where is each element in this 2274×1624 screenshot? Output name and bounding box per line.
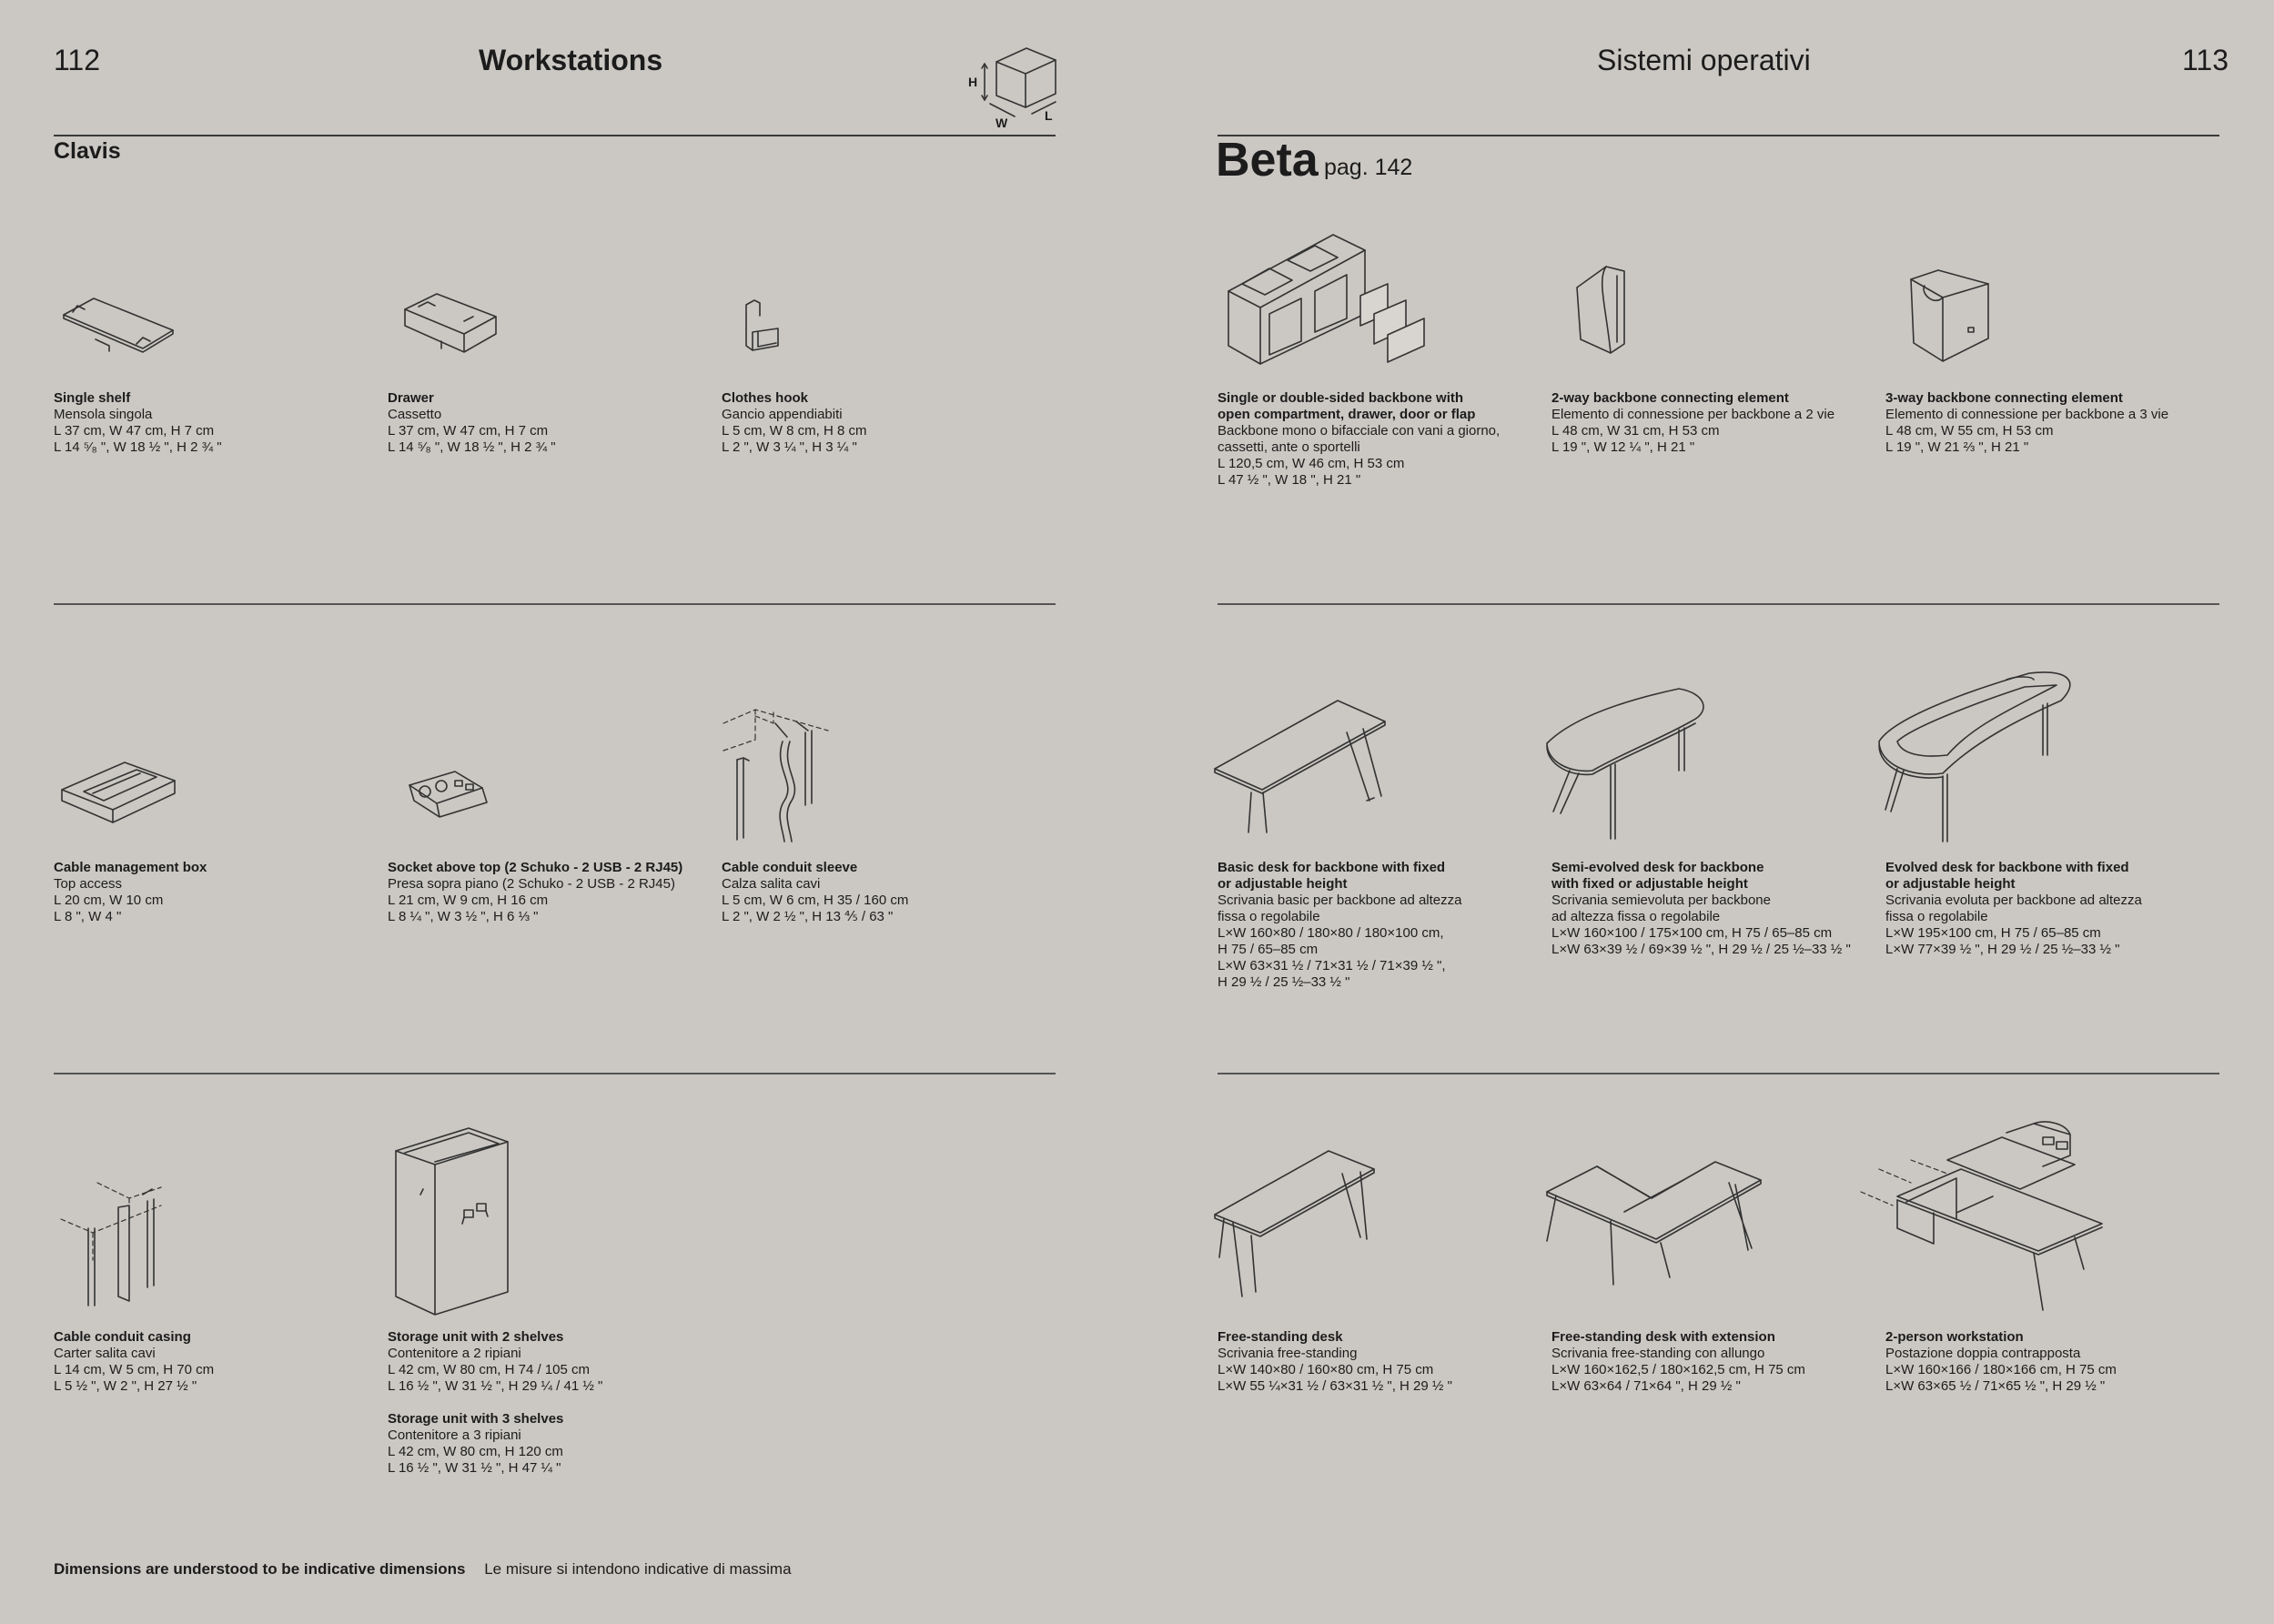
item-line: Backbone mono o bifacciale con vani a giorno,: [1218, 423, 1501, 439]
backbone-drawing: [1224, 227, 1433, 373]
item-line: L×W 160×80 / 180×80 / 180×100 cm,: [1218, 925, 1444, 941]
footer-note-english: Dimensions are understood to be indicative dimensions: [54, 1560, 466, 1578]
item-line: L 14 ⁵⁄₈ ", W 18 ½ ", H 2 ¾ ": [54, 439, 222, 455]
row-divider: [54, 1073, 1056, 1074]
basic-desk-drawing: [1210, 696, 1392, 842]
semi-evolved-desk-item: [1551, 860, 1879, 958]
item-name: open compartment, drawer, door or flap: [1218, 407, 1476, 422]
cable-conduit-sleeve-drawing: [719, 705, 837, 846]
item-line: Cassetto: [388, 407, 442, 422]
row-divider: [54, 603, 1056, 605]
item-line: Mensola singola: [54, 407, 153, 422]
item-line: L 2 ", W 3 ¼ ", H 3 ¼ ": [722, 439, 857, 455]
row-divider: [1218, 1073, 2219, 1074]
item-line: L×W 63×64 / 71×64 ", H 29 ½ ": [1551, 1378, 1741, 1394]
item-name: Cable conduit sleeve: [722, 860, 858, 875]
clothes-hook-drawing: [742, 296, 792, 355]
item-name: 2-way backbone connecting element: [1551, 390, 1789, 406]
evolved-desk-drawing: [1875, 669, 2084, 846]
single-shelf-drawing: [59, 289, 177, 358]
item-line: L×W 160×162,5 / 180×162,5 cm, H 75 cm: [1551, 1362, 1805, 1377]
item-line: Scrivania semievoluta per backbone: [1551, 893, 1771, 908]
item-line: L×W 77×39 ½ ", H 29 ½ / 25 ½–33 ½ ": [1885, 942, 2120, 957]
footer-note: [54, 1560, 792, 1579]
item-line: L 5 cm, W 8 cm, H 8 cm: [722, 423, 867, 439]
item-name: Evolved desk for backbone with fixed: [1885, 860, 2129, 875]
right-header-title: Sistemi operativi: [1597, 44, 1811, 76]
item-line: Elemento di connessione per backbone a 2 vie: [1551, 407, 1835, 422]
dim-h-label: H: [968, 75, 978, 89]
item-line: L 14 ⁵⁄₈ ", W 18 ½ ", H 2 ¾ ": [388, 439, 556, 455]
item-name: 3-way backbone connecting element: [1885, 390, 2123, 406]
item-line: fissa o regolabile: [1218, 909, 1320, 924]
storage-unit-item: [388, 1329, 697, 1477]
item-line: cassetti, ante o sportelli: [1218, 439, 1360, 455]
single-shelf-item: [54, 390, 363, 456]
item-line: Carter salita cavi: [54, 1346, 156, 1361]
item-line: L×W 63×31 ½ / 71×31 ½ / 71×39 ½ ",: [1218, 958, 1446, 973]
item-line: L 14 cm, W 5 cm, H 70 cm: [54, 1362, 215, 1377]
item-line: L×W 55 ¼×31 ½ / 63×31 ½ ", H 29 ½ ": [1218, 1378, 1452, 1394]
cable-conduit-sleeve-item: [722, 860, 1031, 925]
two-way-connector-drawing: [1570, 262, 1633, 358]
item-line: Top access: [54, 876, 123, 892]
item-line: Gancio appendiabiti: [722, 407, 843, 422]
item-line: L×W 160×100 / 175×100 cm, H 75 / 65–85 cm: [1551, 925, 1833, 941]
item-line: L×W 160×166 / 180×166 cm, H 75 cm: [1885, 1362, 2117, 1377]
dim-l-label: L: [1045, 108, 1053, 123]
item-line: L 20 cm, W 10 cm: [54, 893, 164, 908]
item-line: L 16 ½ ", W 31 ½ ", H 47 ¼ ": [388, 1460, 561, 1476]
two-person-workstation-item: [1885, 1329, 2195, 1395]
left-header-rule: [54, 135, 1056, 136]
free-standing-desk-extension-drawing: [1542, 1157, 1765, 1289]
item-name: Storage unit with 3 shelves: [388, 1411, 564, 1427]
item-line: L 2 ", W 2 ½ ", H 13 ⅘ / 63 ": [722, 909, 894, 924]
item-line: L 19 ", W 12 ¼ ", H 21 ": [1551, 439, 1695, 455]
item-line: ad altezza fissa o regolabile: [1551, 909, 1721, 924]
item-line: L×W 140×80 / 160×80 cm, H 75 cm: [1218, 1362, 1434, 1377]
item-line: Contenitore a 3 ripiani: [388, 1427, 521, 1443]
three-way-connector-drawing: [1906, 266, 1997, 366]
item-name: Semi-evolved desk for backbone: [1551, 860, 1764, 875]
item-line: L×W 63×65 ½ / 71×65 ½ ", H 29 ½ ": [1885, 1378, 2106, 1394]
evolved-desk-item: [1885, 860, 2195, 958]
item-name: Single or double-sided backbone with: [1218, 390, 1464, 406]
item-line: L 21 cm, W 9 cm, H 16 cm: [388, 893, 549, 908]
item-line: L 42 cm, W 80 cm, H 120 cm: [388, 1444, 563, 1459]
item-line: L 48 cm, W 55 cm, H 53 cm: [1885, 423, 2054, 439]
right-page-number: 113: [2182, 44, 2229, 76]
storage-unit-drawing: [391, 1124, 514, 1319]
right-section-title: Beta: [1216, 134, 1319, 187]
item-name: Drawer: [388, 390, 434, 406]
item-line: L 8 ¼ ", W 3 ½ ", H 6 ⅓ ": [388, 909, 539, 924]
item-name: Cable management box: [54, 860, 207, 875]
item-line: Scrivania basic per backbone ad altezza: [1218, 893, 1462, 908]
item-line: Scrivania evoluta per backbone ad altezza: [1885, 893, 2142, 908]
item-line: L 48 cm, W 31 cm, H 53 cm: [1551, 423, 1720, 439]
item-line: Elemento di connessione per backbone a 3 vie: [1885, 407, 2169, 422]
dimension-key-cube-icon: [965, 44, 1065, 135]
right-section-page-ref: pag. 142: [1324, 155, 1413, 180]
drawer-drawing: [400, 287, 500, 359]
item-line: H 29 ½ / 25 ½–33 ½ ": [1218, 974, 1350, 990]
drawer-item: [388, 390, 697, 456]
item-line: L 16 ½ ", W 31 ½ ", H 29 ¼ / 41 ½ ": [388, 1378, 603, 1394]
item-name: Basic desk for backbone with fixed: [1218, 860, 1446, 875]
item-line: L 19 ", W 21 ⅔ ", H 21 ": [1885, 439, 2029, 455]
item-line: L 120,5 cm, W 46 cm, H 53 cm: [1218, 456, 1405, 471]
item-line: L 47 ½ ", W 18 ", H 21 ": [1218, 472, 1361, 488]
free-standing-desk-drawing: [1210, 1146, 1383, 1301]
two-person-workstation-drawing: [1856, 1115, 2107, 1315]
cable-management-box-drawing: [56, 753, 184, 835]
cable-conduit-casing-item: [54, 1329, 363, 1395]
item-name: with fixed or adjustable height: [1551, 876, 1748, 892]
cable-management-box-item: [54, 860, 363, 925]
item-line: L 5 cm, W 6 cm, H 35 / 160 cm: [722, 893, 909, 908]
item-line: L 42 cm, W 80 cm, H 74 / 105 cm: [388, 1362, 591, 1377]
item-line: Contenitore a 2 ripiani: [388, 1346, 521, 1361]
free-standing-desk-item: [1218, 1329, 1527, 1395]
socket-above-top-drawing: [405, 762, 496, 826]
item-line: L×W 63×39 ½ / 69×39 ½ ", H 29 ½ / 25 ½–33 ½ ": [1551, 942, 1851, 957]
basic-desk-item: [1218, 860, 1527, 991]
item-name: 2-person workstation: [1885, 1329, 2024, 1345]
item-line: Presa sopra piano (2 Schuko - 2 USB - 2 RJ45): [388, 876, 675, 892]
item-name: Free-standing desk: [1218, 1329, 1343, 1345]
left-section-title: Clavis: [54, 138, 121, 164]
free-standing-desk-extension-item: [1551, 1329, 1861, 1395]
left-page-number: 112: [54, 44, 101, 76]
item-line: L 5 ½ ", W 2 ", H 27 ½ ": [54, 1378, 197, 1394]
footer-note-italian: Le misure si intendono indicative di massima: [484, 1560, 792, 1578]
item-name: Storage unit with 2 shelves: [388, 1329, 564, 1345]
socket-above-top-item: [388, 860, 715, 925]
item-line: L×W 195×100 cm, H 75 / 65–85 cm: [1885, 925, 2101, 941]
cable-conduit-casing-drawing: [56, 1169, 170, 1315]
left-header-title: Workstations: [479, 44, 663, 76]
item-line: Calza salita cavi: [722, 876, 821, 892]
item-line: Scrivania free-standing: [1218, 1346, 1358, 1361]
item-name: Clothes hook: [722, 390, 809, 406]
item-line: L 8 ", W 4 ": [54, 909, 122, 924]
row-divider: [1218, 603, 2219, 605]
item-name: Single shelf: [54, 390, 131, 406]
three-way-connector-item: [1885, 390, 2195, 456]
item-name: Socket above top (2 Schuko - 2 USB - 2 RJ45): [388, 860, 683, 875]
item-line: Postazione doppia contrapposta: [1885, 1346, 2081, 1361]
item-name: Free-standing desk with extension: [1551, 1329, 1775, 1345]
item-line: fissa o regolabile: [1885, 909, 1988, 924]
item-line: L 37 cm, W 47 cm, H 7 cm: [54, 423, 215, 439]
item-name: or adjustable height: [1218, 876, 1348, 892]
clothes-hook-item: [722, 390, 1031, 456]
two-way-connector-item: [1551, 390, 1861, 456]
item-line: L 37 cm, W 47 cm, H 7 cm: [388, 423, 549, 439]
item-name: Cable conduit casing: [54, 1329, 191, 1345]
item-name: or adjustable height: [1885, 876, 2016, 892]
semi-evolved-desk-drawing: [1542, 684, 1711, 848]
item-line: Scrivania free-standing con allungo: [1551, 1346, 1765, 1361]
dim-w-label: W: [996, 116, 1008, 130]
item-line: H 75 / 65–85 cm: [1218, 942, 1319, 957]
backbone-item: [1218, 390, 1527, 489]
right-header-rule: [1218, 135, 2219, 136]
